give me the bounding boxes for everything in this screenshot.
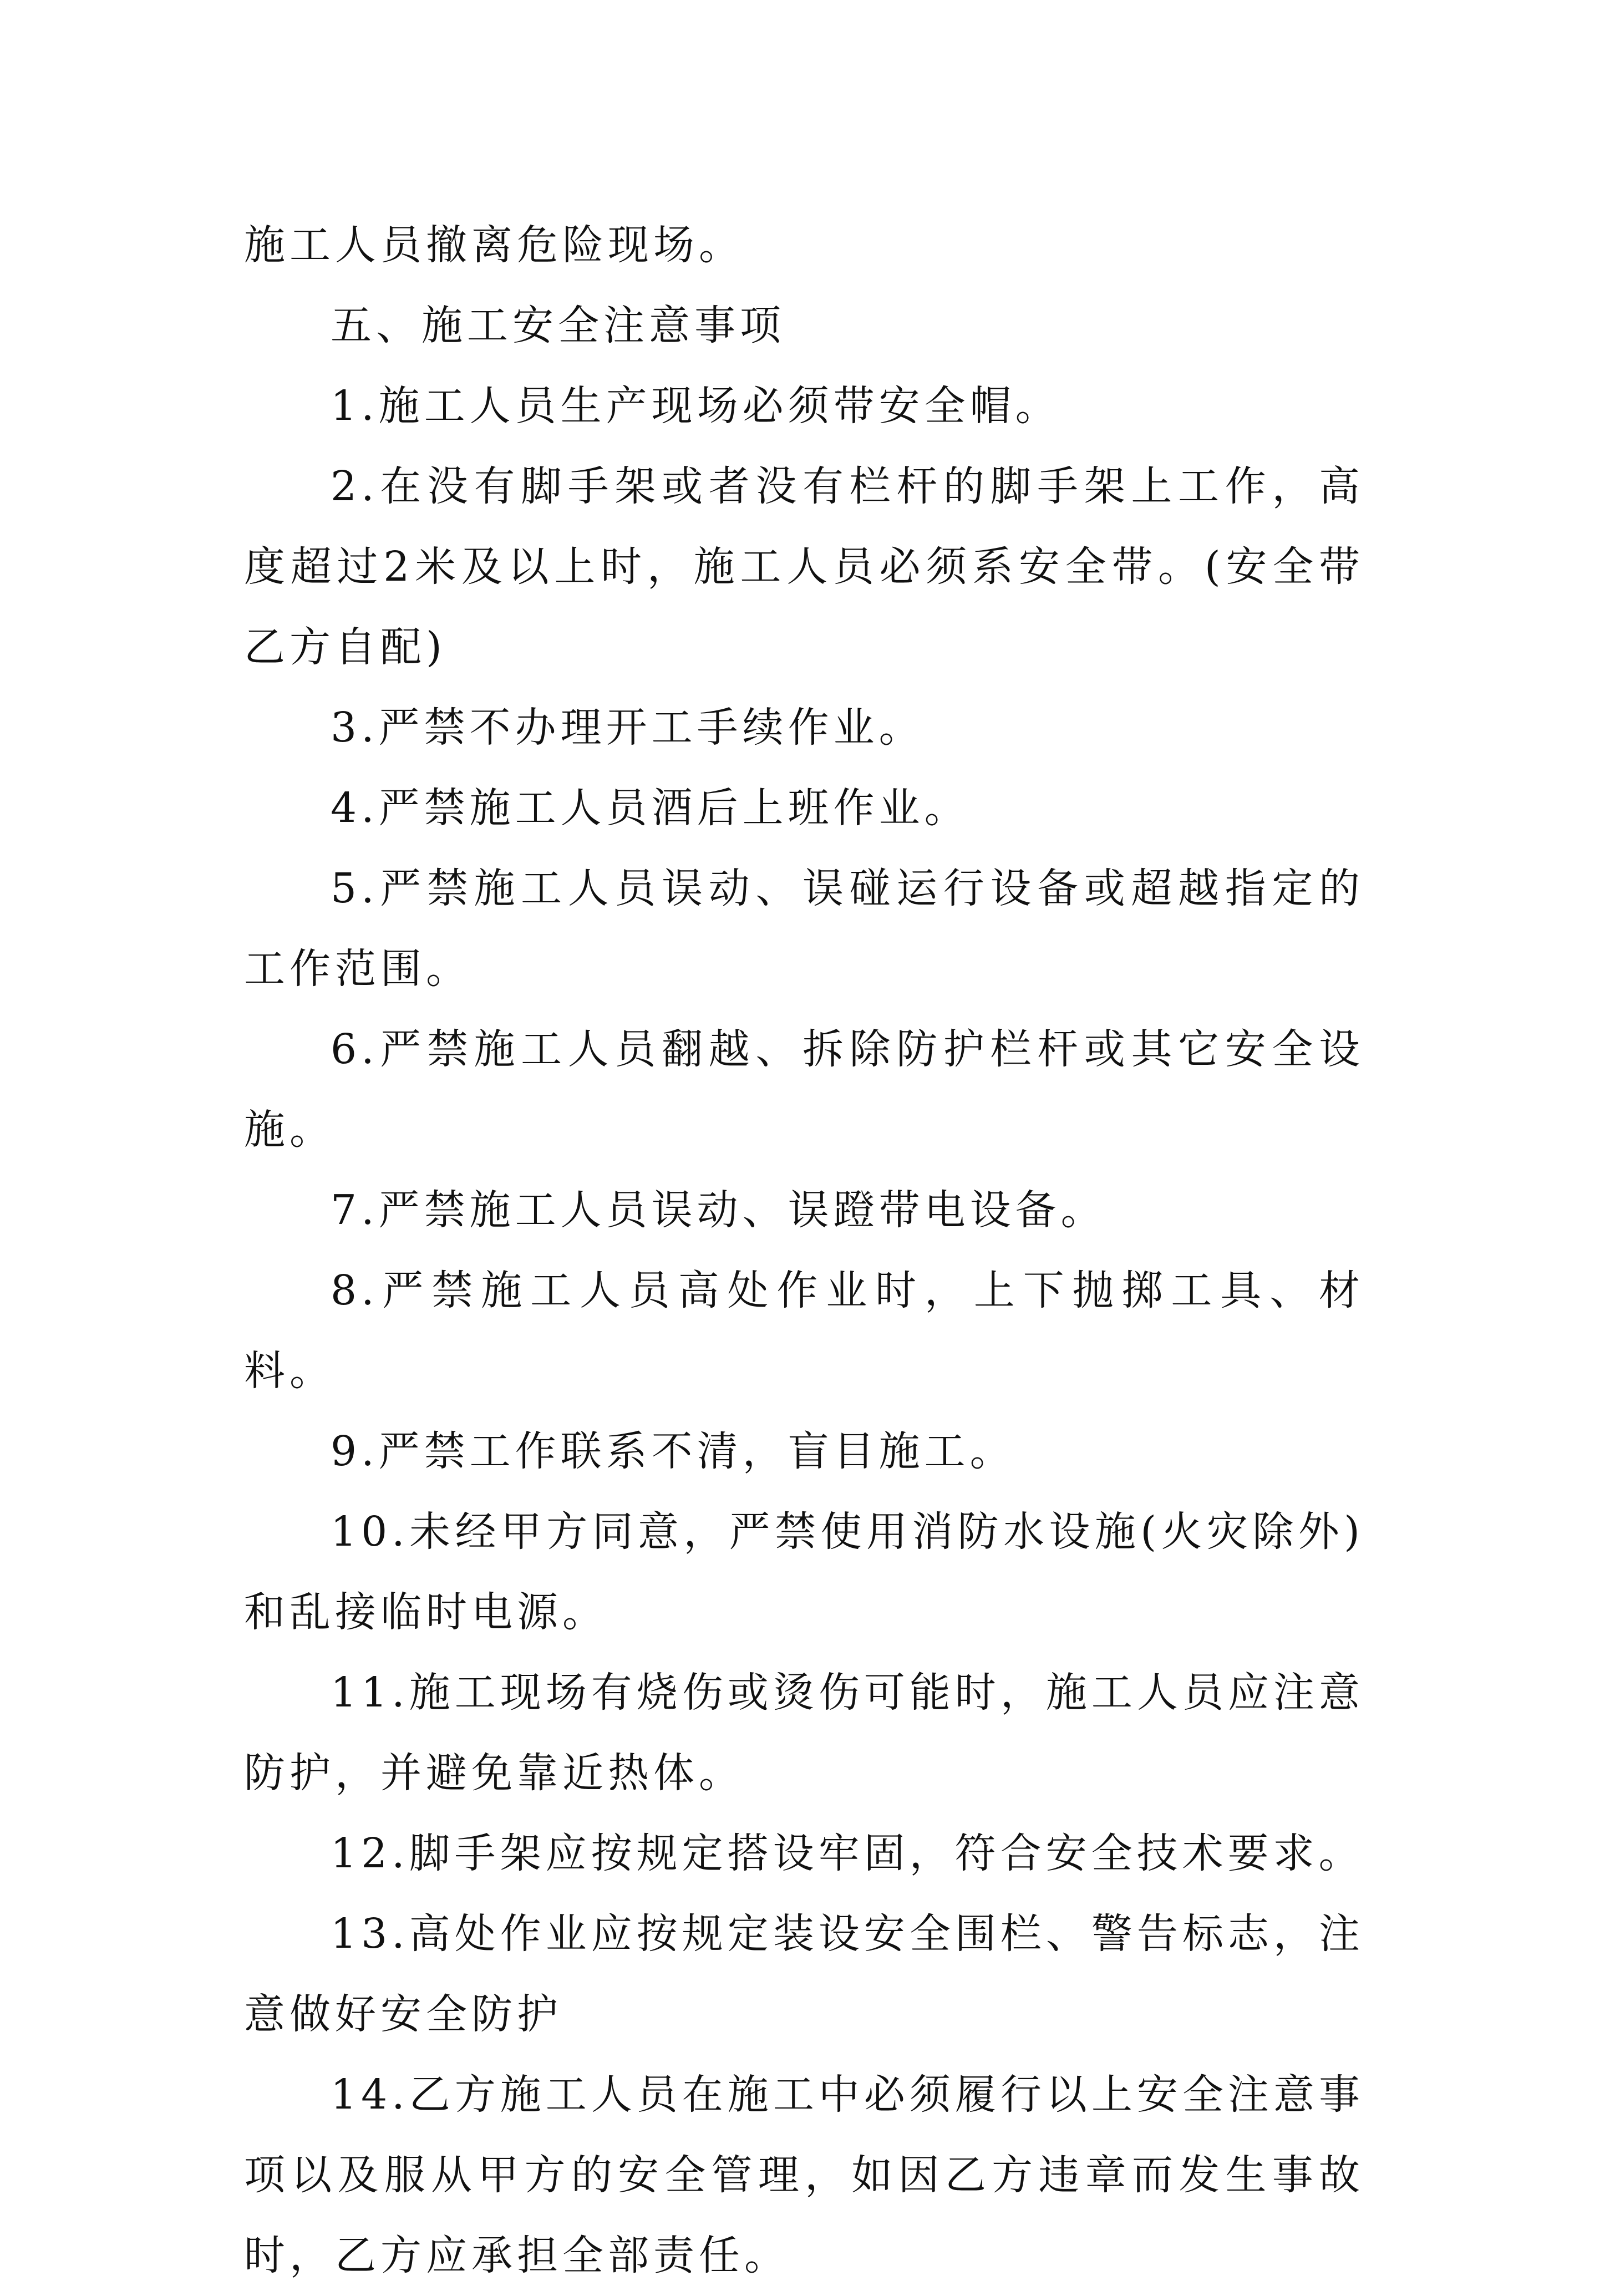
section-heading: 五、施工安全注意事项 (331, 302, 785, 349)
list-item: 3.严禁不办理开工手续作业。 (331, 704, 925, 751)
list-item: 12.脚手架应按规定搭设牢固，符合安全技术要求。 (331, 1830, 1364, 1877)
paragraph-continuation: 施工人员撤离危险现场。 (244, 221, 744, 269)
list-item: 1.施工人员生产现场必须带安全帽。 (331, 382, 1061, 430)
list-item: 8.严禁施工人员高处作业时，上下抛掷工具、材料。 (244, 1267, 1364, 1395)
list-item: 14.乙方施工人员在施工中必须履行以上安全注意事项以及服从甲方的安全管理，如因乙方违章而发生事故时，乙方应承担全部责任。 (244, 2071, 1364, 2279)
document-body (244, 205, 1364, 2296)
list-item: 10.未经甲方同意，严禁使用消防水设施(火灾除外)和乱接临时电源。 (244, 1508, 1364, 1636)
list-item: 2.在没有脚手架或者没有栏杆的脚手架上工作，高度超过2米及以上时，施工人员必须系安全带。(安全带乙方自配) (244, 463, 1364, 671)
list-item: 13.高处作业应按规定装设安全围栏、警告标志，注意做好安全防护 (244, 1910, 1364, 2038)
list-item: 7.严禁施工人员误动、误蹬带电设备。 (331, 1186, 1106, 1234)
list-item: 9.严禁工作联系不清，盲目施工。 (331, 1428, 1015, 1475)
list-item: 4.严禁施工人员酒后上班作业。 (331, 784, 970, 832)
list-item: 5.严禁施工人员误动、误碰运行设备或超越指定的工作范围。 (244, 865, 1364, 993)
list-item: 6.严禁施工人员翻越、拆除防护栏杆或其它安全设施。 (244, 1025, 1364, 1154)
list-item: 11.施工现场有烧伤或烫伤可能时，施工人员应注意防护，并避免靠近热体。 (244, 1669, 1364, 1797)
